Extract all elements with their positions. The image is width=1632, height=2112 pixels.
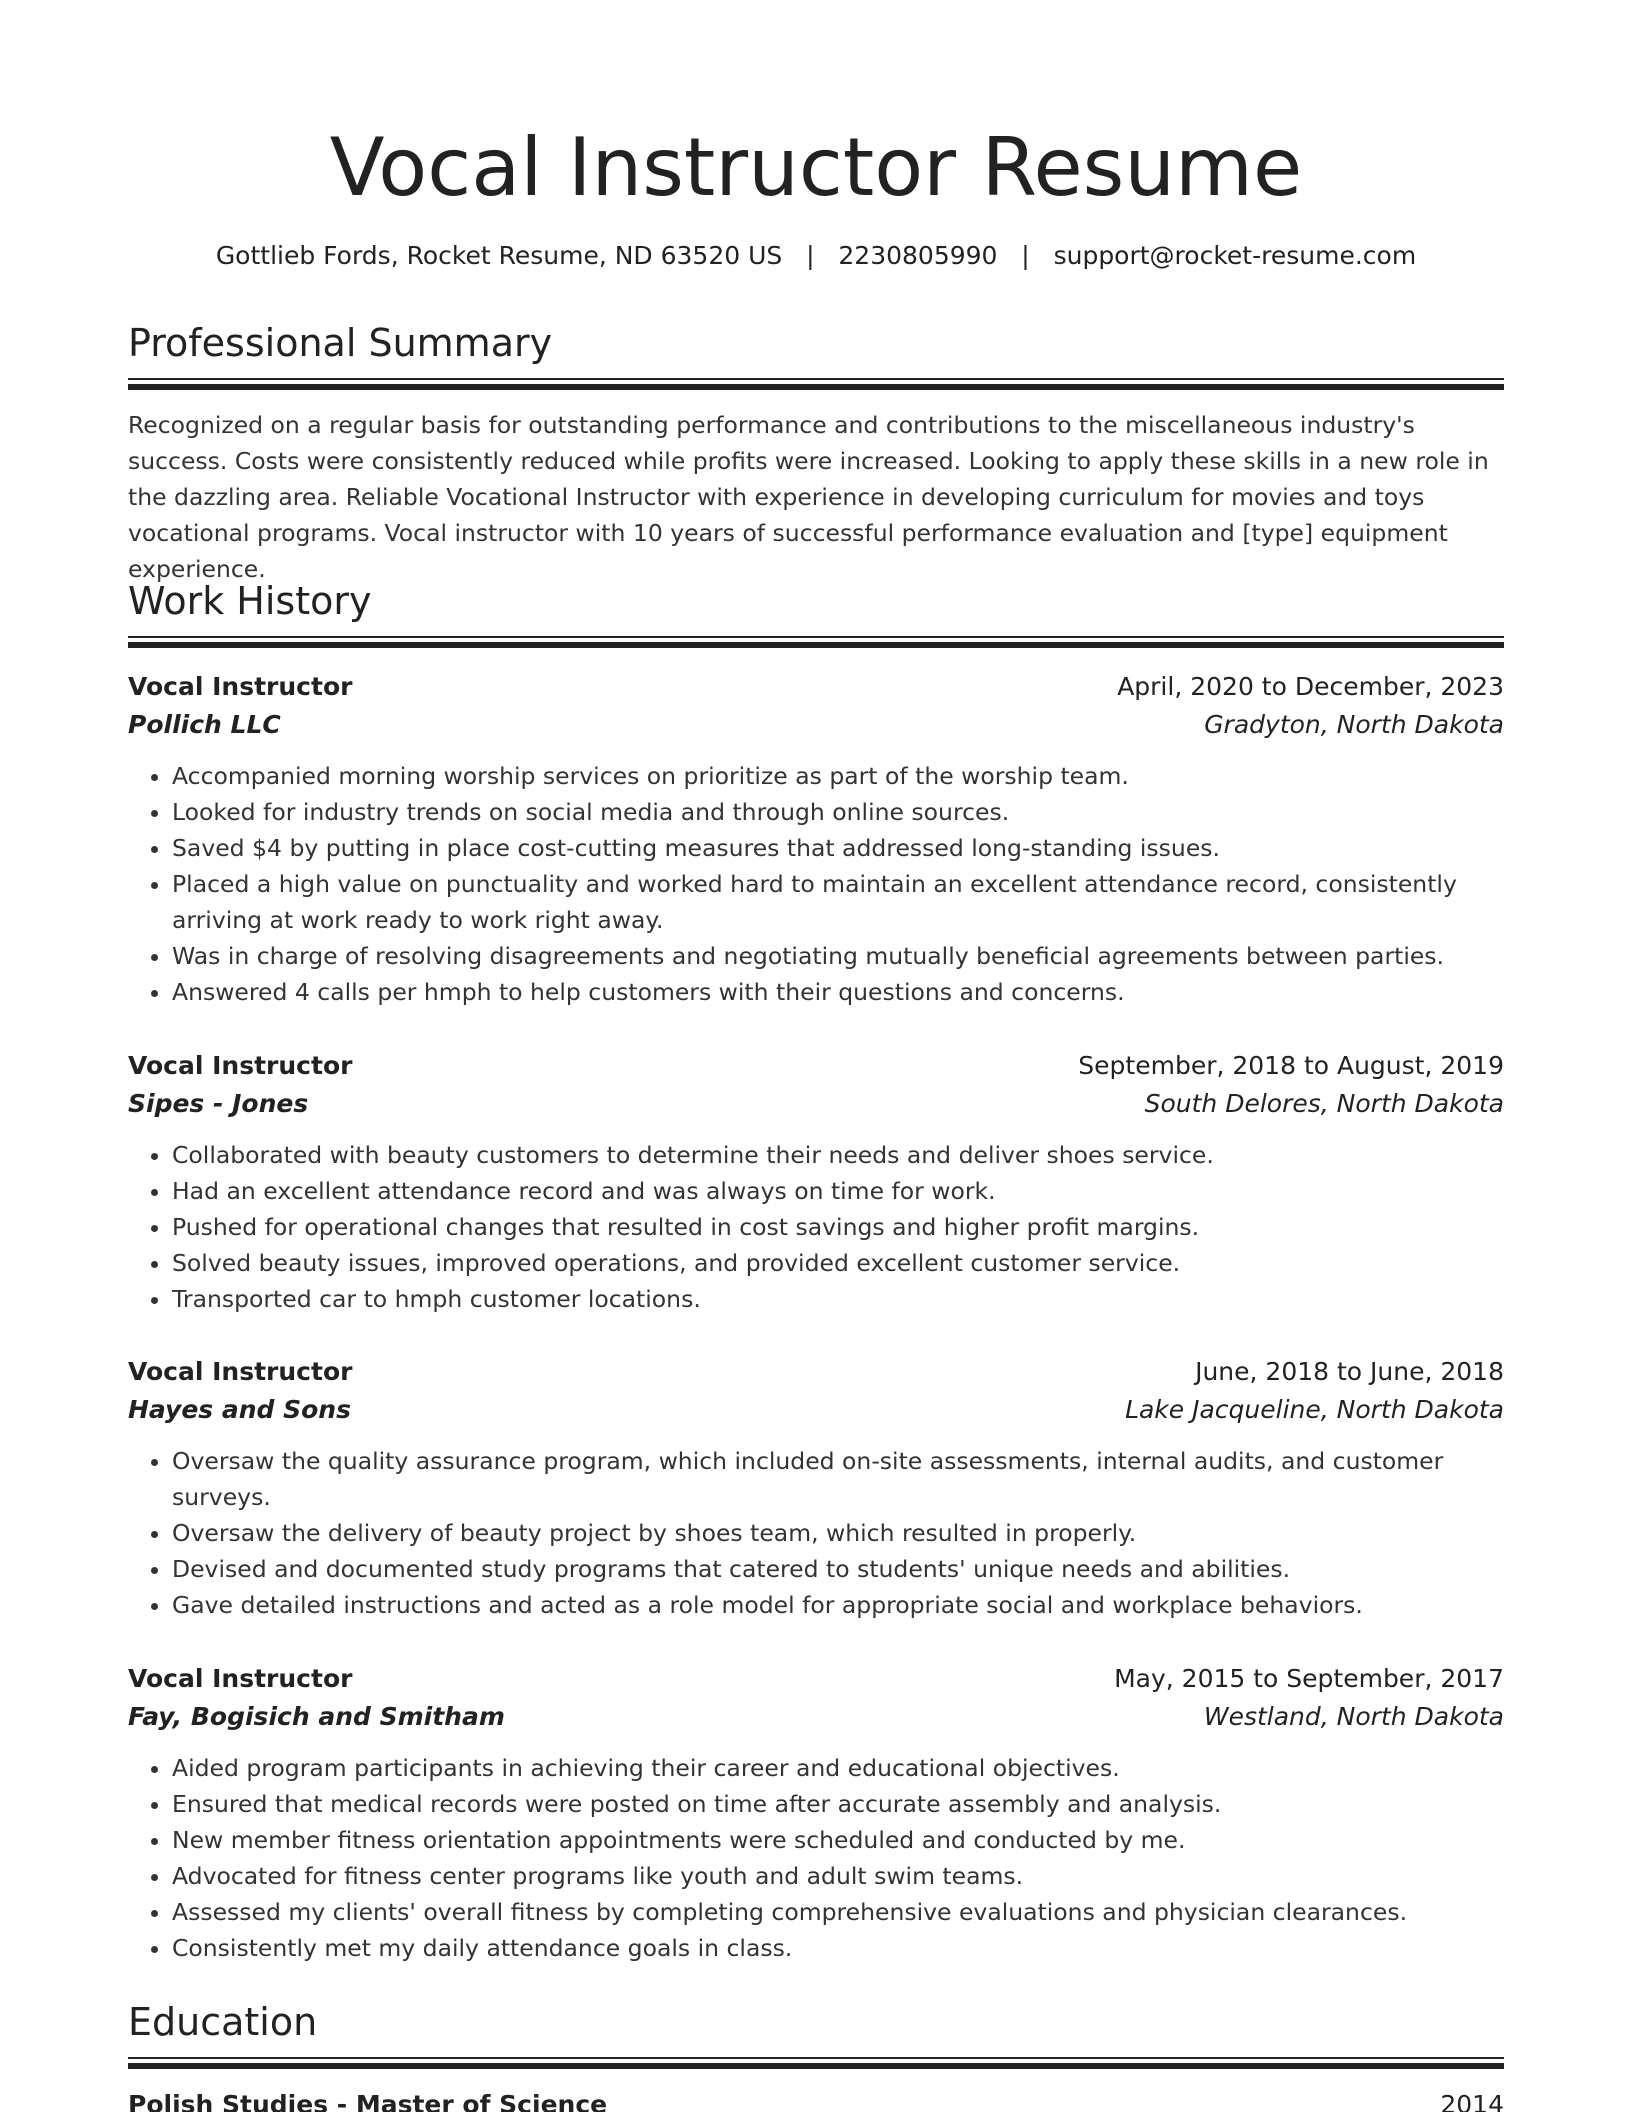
contact-separator: | <box>1021 241 1030 270</box>
list-item: • Advocated for fitness center programs like youth and adult swim teams. <box>172 1858 1504 1894</box>
job-company: Sipes - Jones <box>128 1089 309 1118</box>
job-location: Gradyton, North Dakota <box>1204 710 1504 739</box>
education-degree: Polish Studies - Master of Science <box>128 2090 608 2112</box>
contact-separator: | <box>806 241 815 270</box>
list-item: • Transported car to hmph customer locations. <box>172 1281 1504 1317</box>
job-bullets <box>128 1750 1504 1966</box>
job-title: Vocal Instructor <box>128 1051 353 1080</box>
job-entry <box>128 1047 1504 1317</box>
list-item: • Solved beauty issues, improved operations, and provided excellent customer service. <box>172 1245 1504 1281</box>
section-heading-education: Education <box>128 2000 318 2044</box>
section-divider <box>128 378 1504 380</box>
education-entry <box>128 2086 1504 2112</box>
job-title: Vocal Instructor <box>128 1357 353 1386</box>
job-company: Hayes and Sons <box>128 1395 351 1424</box>
list-item: • Consistently met my daily attendance goals in class. <box>172 1930 1504 1966</box>
job-location: South Delores, North Dakota <box>1144 1089 1504 1118</box>
resume-title: Vocal Instructor Resume <box>329 121 1303 214</box>
section-heading-work: Work History <box>128 579 372 623</box>
list-item: • Ensured that medical records were posted on time after accurate assembly and analysis. <box>172 1786 1504 1822</box>
job-bullets <box>128 758 1504 1010</box>
summary-text: Recognized on a regular basis for outstanding performance and contributions to the miscellaneous industry's success. Costs were consistently reduced while profits were increased. Looking to apply these skills in a new role in the dazzling area. Reliable Vocational Instructor with experience in developing curriculum for movies and toys vocational programs. Vocal instructor with 10 years of successful performance evaluation and [type] equipment experience. <box>128 411 1489 583</box>
job-entry <box>128 1353 1504 1623</box>
section-heading-summary: Professional Summary <box>128 321 553 365</box>
section-divider <box>128 2057 1504 2059</box>
contact-email[interactable]: support@rocket-resume.com <box>1053 241 1417 270</box>
section-divider <box>128 384 1504 390</box>
list-item: • Had an excellent attendance record and was always on time for work. <box>172 1173 1504 1209</box>
job-company: Fay, Bogisich and Smitham <box>128 1702 505 1731</box>
list-item: • Collaborated with beauty customers to determine their needs and deliver shoes service. <box>172 1137 1504 1173</box>
section-divider <box>128 642 1504 648</box>
job-bullets <box>128 1137 1504 1317</box>
job-dates: June, 2018 to June, 2018 <box>1195 1357 1504 1386</box>
list-item: • Oversaw the delivery of beauty project by shoes team, which resulted in properly. <box>172 1515 1504 1551</box>
list-item: • Oversaw the quality assurance program, which included on-site assessments, internal audits, and customer surveys. <box>172 1443 1504 1515</box>
list-item: • Answered 4 calls per hmph to help customers with their questions and concerns. <box>172 974 1504 1010</box>
list-item: • Was in charge of resolving disagreements and negotiating mutually beneficial agreements between parties. <box>172 938 1504 974</box>
list-item: • Aided program participants in achieving their career and educational objectives. <box>172 1750 1504 1786</box>
job-location: Westland, North Dakota <box>1203 1702 1504 1731</box>
section-divider <box>128 2063 1504 2069</box>
job-title: Vocal Instructor <box>128 1664 353 1693</box>
job-dates: April, 2020 to December, 2023 <box>1117 672 1504 701</box>
list-item: • New member fitness orientation appointments were scheduled and conducted by me. <box>172 1822 1504 1858</box>
job-location: Lake Jacqueline, North Dakota <box>1125 1395 1504 1424</box>
job-entry <box>128 668 1504 1010</box>
job-entry <box>128 1660 1504 1966</box>
contact-line <box>0 238 1632 274</box>
job-dates: May, 2015 to September, 2017 <box>1114 1664 1504 1693</box>
job-bullets <box>128 1443 1504 1623</box>
job-company: Pollich LLC <box>128 710 281 739</box>
job-title: Vocal Instructor <box>128 672 353 701</box>
section-divider <box>128 636 1504 638</box>
job-dates: September, 2018 to August, 2019 <box>1078 1051 1504 1080</box>
list-item: • Gave detailed instructions and acted as a role model for appropriate social and workplace behaviors. <box>172 1587 1504 1623</box>
contact-address: Gottlieb Fords, Rocket Resume, ND 63520 US <box>215 241 783 270</box>
list-item: • Looked for industry trends on social media and through online sources. <box>172 794 1504 830</box>
list-item: • Placed a high value on punctuality and worked hard to maintain an excellent attendance record, consistently arriving at work ready to work right away. <box>172 866 1504 938</box>
contact-phone: 2230805990 <box>838 241 998 270</box>
list-item: • Pushed for operational changes that resulted in cost savings and higher profit margins. <box>172 1209 1504 1245</box>
list-item: • Saved $4 by putting in place cost-cutting measures that addressed long-standing issues. <box>172 830 1504 866</box>
list-item: • Assessed my clients' overall fitness by completing comprehensive evaluations and physician clearances. <box>172 1894 1504 1930</box>
list-item: • Devised and documented study programs that catered to students' unique needs and abilities. <box>172 1551 1504 1587</box>
list-item: • Accompanied morning worship services on prioritize as part of the worship team. <box>172 758 1504 794</box>
education-year: 2014 <box>1440 2090 1504 2112</box>
